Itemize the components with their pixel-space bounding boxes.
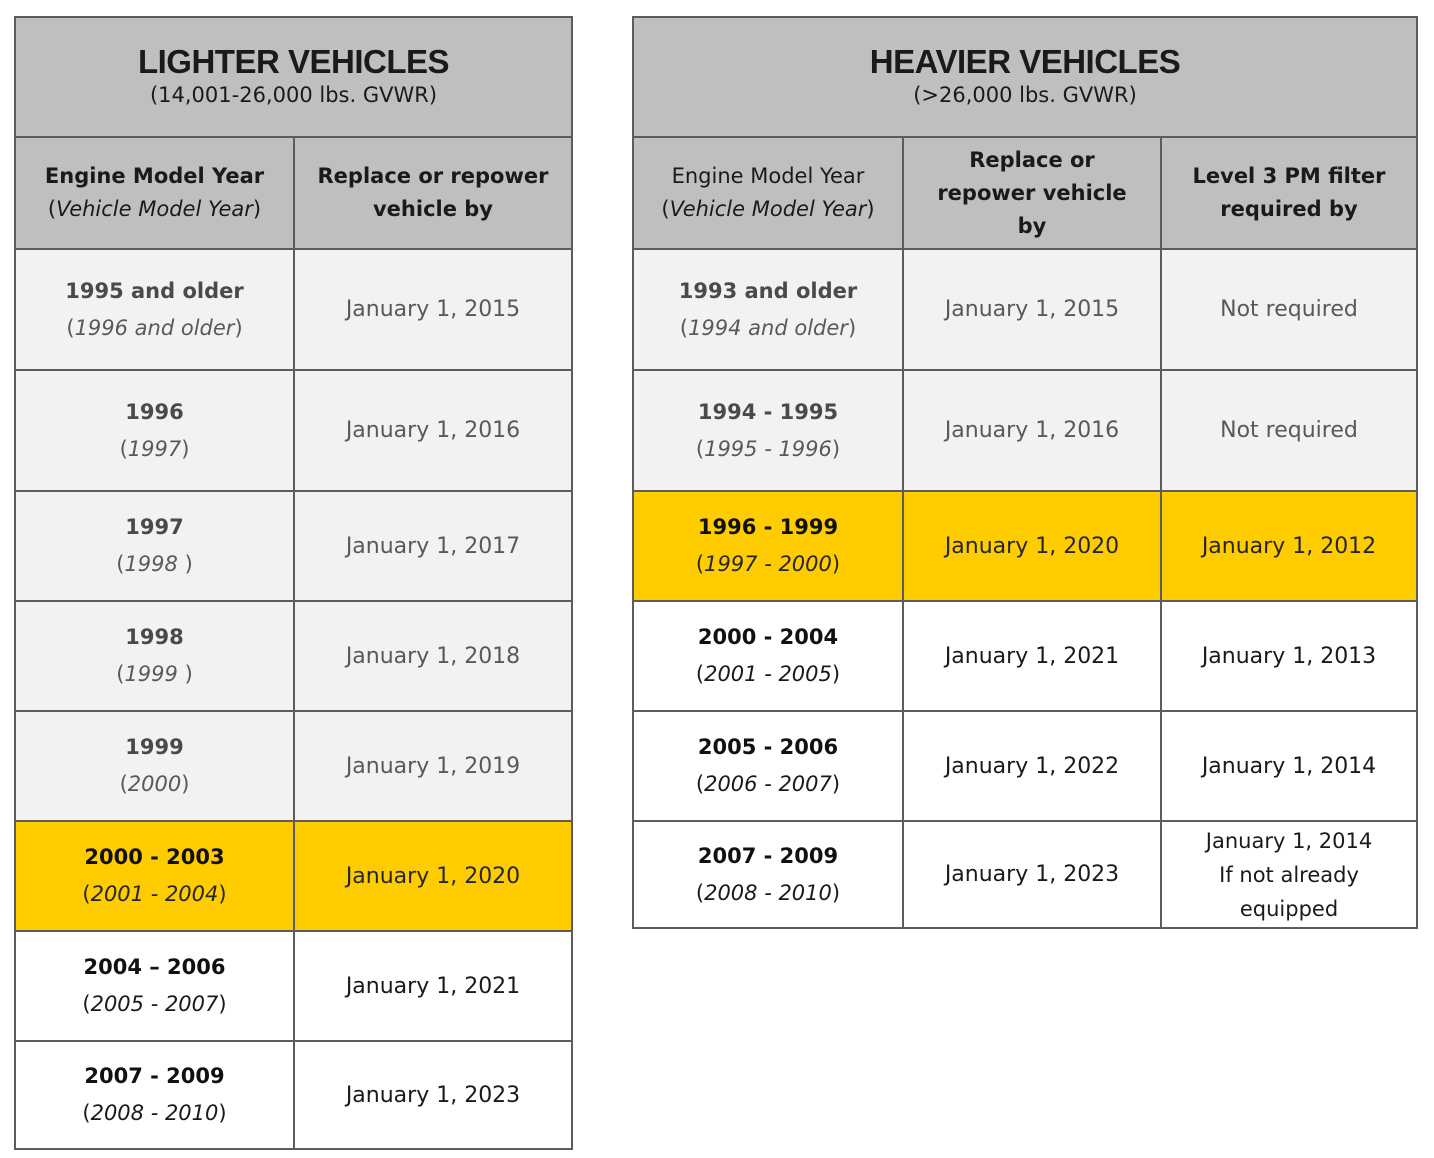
vehicle-model-year: (1997) [119, 436, 190, 461]
table-row [633, 491, 1417, 601]
replace-date-cell: January 1, 2021 [903, 601, 1161, 711]
replace-date-cell: January 1, 2020 [294, 821, 572, 931]
engine-model-year: 1995 and older [65, 278, 244, 303]
engine-model-year: 1997 [125, 515, 184, 539]
replace-date-cell: January 1, 2016 [294, 370, 572, 491]
engine-year-cell [633, 249, 903, 370]
engine-model-year: 2004 – 2006 [83, 955, 226, 979]
engine-year-cell [633, 370, 903, 491]
vehicle-model-year: (1995 - 1996) [695, 436, 841, 461]
vehicle-model-year: (2001 - 2005) [695, 662, 841, 686]
engine-model-year: 1999 [125, 735, 184, 759]
engine-year-cell [633, 491, 903, 601]
vehicle-model-year: (1994 and older) [679, 315, 857, 340]
engine-year-cell [15, 370, 294, 491]
heavier-title: HEAVIER VEHICLES [869, 43, 1181, 80]
vehicle-model-year: (1999 ) [116, 662, 193, 686]
heavier-col-vehicle-year-label: (Vehicle Model Year) [661, 197, 875, 221]
engine-model-year: 2007 - 2009 [697, 843, 839, 868]
engine-model-year: 1996 [125, 399, 184, 424]
heavier-col-engine-year-label: Engine Model Year [671, 164, 865, 188]
table-row [15, 249, 572, 370]
table-row [15, 1041, 572, 1149]
lighter-col-replace: Replace or repower vehicle by [294, 137, 572, 249]
filter-date: January 1, 2014 [1205, 828, 1373, 853]
table-row [633, 601, 1417, 711]
replace-date-cell: January 1, 2016 [903, 370, 1161, 491]
vehicle-model-year: (2000) [119, 772, 190, 796]
vehicle-model-year: (2008 - 2010) [82, 1101, 227, 1125]
table-row [15, 601, 572, 711]
vehicle-model-year: (2005 - 2007) [82, 992, 227, 1016]
heavier-subtitle: (>26,000 lbs. GVWR) [913, 83, 1137, 107]
engine-model-year: 1993 and older [678, 278, 858, 303]
vehicle-model-year: (1997 - 2000) [695, 552, 841, 576]
heavier-col-filter: Level 3 PM filter required by [1161, 137, 1417, 249]
engine-year-cell [633, 711, 903, 821]
table-row [15, 711, 572, 821]
replace-date-cell: January 1, 2022 [903, 711, 1161, 821]
table-row [633, 821, 1417, 928]
lighter-title-cell [15, 17, 572, 137]
lighter-col-vehicle-year-label: (Vehicle Model Year) [47, 197, 262, 221]
engine-year-cell [15, 249, 294, 370]
engine-year-cell [15, 1041, 294, 1149]
filter-date-cell: January 1, 2014 [1161, 711, 1417, 821]
engine-year-cell [633, 821, 903, 928]
engine-model-year: 2000 - 2004 [697, 625, 839, 649]
table-row [15, 931, 572, 1041]
lighter-vehicles-table [14, 16, 573, 1150]
vehicle-model-year: (1998 ) [116, 552, 193, 576]
engine-model-year: 2005 - 2006 [697, 735, 839, 759]
replace-date-cell: January 1, 2019 [294, 711, 572, 821]
vehicle-model-year: (2006 - 2007) [695, 772, 841, 796]
replace-date-cell: January 1, 2015 [903, 249, 1161, 370]
table-row [15, 821, 572, 931]
vehicle-model-year: (2001 - 2004) [82, 882, 227, 906]
engine-year-cell [15, 601, 294, 711]
engine-year-cell [15, 821, 294, 931]
filter-date-cell: January 1, 2013 [1161, 601, 1417, 711]
table-row [633, 370, 1417, 491]
table-row [15, 491, 572, 601]
engine-model-year: 1994 - 1995 [697, 399, 839, 424]
engine-year-cell [15, 491, 294, 601]
engine-year-cell [633, 601, 903, 711]
vehicle-model-year: (2008 - 2010) [695, 880, 841, 905]
table-row [633, 249, 1417, 370]
replace-date-cell: January 1, 2018 [294, 601, 572, 711]
replace-date-cell: January 1, 2023 [294, 1041, 572, 1149]
filter-date-cell: Not required [1161, 370, 1417, 491]
filter-date-cell: January 1, 2012 [1161, 491, 1417, 601]
engine-model-year: 2000 - 2003 [84, 845, 225, 869]
lighter-col-engine-year-label: Engine Model Year [44, 164, 265, 188]
lighter-col-engine-year [15, 137, 294, 249]
lighter-title: LIGHTER VEHICLES [137, 43, 450, 80]
filter-date-cell: Not required [1161, 249, 1417, 370]
heavier-vehicles-table [632, 16, 1418, 929]
table-row [633, 711, 1417, 821]
engine-model-year: 1996 - 1999 [697, 515, 839, 539]
filter-date-cell [1161, 821, 1417, 928]
filter-note: If not already equipped [1219, 862, 1359, 921]
vehicle-model-year: (1996 and older) [66, 315, 243, 340]
table-row [15, 370, 572, 491]
heavier-title-cell [633, 17, 1417, 137]
replace-date-cell: January 1, 2015 [294, 249, 572, 370]
engine-year-cell [15, 931, 294, 1041]
replace-date-cell: January 1, 2023 [903, 821, 1161, 928]
replace-date-cell: January 1, 2017 [294, 491, 572, 601]
lighter-subtitle: (14,001-26,000 lbs. GVWR) [149, 83, 438, 107]
heavier-col-replace: Replace or repower vehicle by [903, 137, 1161, 249]
engine-year-cell [15, 711, 294, 821]
heavier-col-engine-year [633, 137, 903, 249]
replace-date-cell: January 1, 2020 [903, 491, 1161, 601]
replace-date-cell: January 1, 2021 [294, 931, 572, 1041]
engine-model-year: 2007 - 2009 [84, 1064, 225, 1088]
engine-model-year: 1998 [125, 625, 184, 649]
